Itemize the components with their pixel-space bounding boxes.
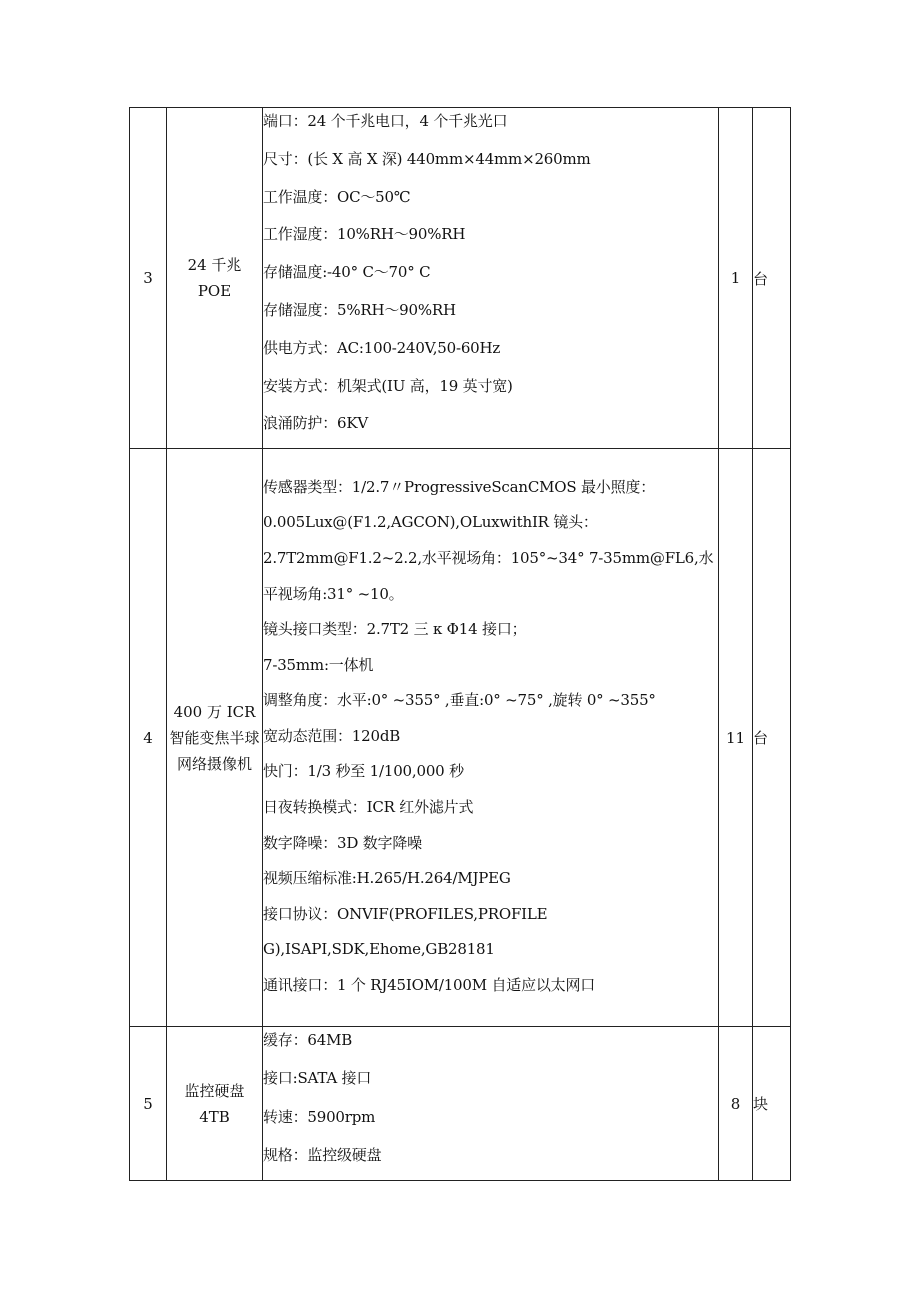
- item-spec: [263, 449, 719, 1027]
- spec-line: 端口：24 个千兆电口，4 个千兆光口: [263, 112, 508, 130]
- spec-line: 安装方式：机架式(IU 高，19 英寸宽): [263, 376, 513, 395]
- spec-line: 平视场角:31° ~10。: [263, 584, 404, 603]
- item-spec: [263, 108, 719, 449]
- spec-line: 工作湿度：10%RH～90%RH: [263, 225, 466, 244]
- item-unit: 台: [753, 449, 791, 1027]
- spec-line: 镜头接口类型：2.7T2 三 κ Φ14 接口；: [263, 620, 527, 639]
- spec-line: G),ISAPI,SDK,Ehome,GB28181: [263, 940, 495, 959]
- item-name-line: POE: [197, 282, 232, 301]
- item-name: [167, 108, 263, 449]
- item-number: 5: [130, 1027, 167, 1181]
- item-unit: 台: [753, 108, 791, 449]
- item-name-line: 4TB: [199, 1107, 230, 1126]
- item-name: [167, 449, 263, 1027]
- spec-line: 浪涌防护：6KV: [263, 414, 368, 433]
- spec-line: 存储湿度：5%RH～90%RH: [263, 300, 456, 319]
- spec-line: 通讯接口：1 个 RJ45IOM/100M 自适应以太网口: [263, 976, 596, 995]
- table-row: [130, 449, 791, 1027]
- spec-line: 接口协议：ONVIF(PROFILES,PROFILE: [263, 904, 548, 923]
- spec-line: 数字降噪：3D 数字降噪: [263, 833, 422, 852]
- spec-line: 工作温度：OC～50℃: [263, 187, 411, 206]
- spec-line: 尺寸：(长 X 高 X 深) 440mm×44mm×260mm: [263, 149, 591, 168]
- spec-line: 转速：5900rpm: [263, 1107, 376, 1126]
- item-quantity: 1: [719, 108, 753, 449]
- item-name-line: 400 万 ICR: [173, 702, 256, 721]
- spec-line: 2.7T2mm@F1.2~2.2,水平视场角：105°~34° 7-35mm@FL6,水: [263, 548, 714, 567]
- item-number: 4: [130, 449, 167, 1027]
- item-name-line: 监控硬盘: [184, 1081, 245, 1100]
- item-name-line: 网络摄像机: [176, 754, 252, 773]
- equipment-spec-table: [129, 107, 791, 1181]
- item-quantity: 8: [719, 1027, 753, 1181]
- spec-line: 日夜转换模式：ICR 红外滤片式: [263, 798, 474, 817]
- table-row: [130, 1027, 791, 1181]
- item-name-line: 24 千兆: [187, 256, 242, 275]
- item-unit: 块: [753, 1027, 791, 1181]
- item-number: 3: [130, 108, 167, 449]
- spec-line: 供电方式：AC:100-240V,50-60Hz: [263, 338, 501, 357]
- spec-line: 7-35mm:一体机: [263, 655, 374, 674]
- table-row: [130, 108, 791, 449]
- spec-line: 传感器类型：1/2.7〃ProgressiveScanCMOS 最小照度：: [263, 477, 655, 496]
- spec-line: 缓存：64MB: [263, 1031, 353, 1050]
- item-name-line: 智能变焦半球: [169, 728, 260, 747]
- item-name: [167, 1027, 263, 1181]
- spec-line: 接口:SATA 接口: [263, 1069, 372, 1088]
- spec-line: 视频压缩标准:H.265/H.264/MJPEG: [263, 869, 511, 888]
- item-quantity: 11: [719, 449, 753, 1027]
- spec-line: 0.005Lux@(F1.2,AGCON),OLuxwithIR 镜头：: [263, 513, 598, 532]
- spec-line: 宽动态范围：120dB: [263, 726, 401, 745]
- spec-line: 规格：监控级硬盘: [263, 1146, 382, 1165]
- spec-line: 存储温度:-40° C～70° C: [263, 263, 431, 282]
- spec-line: 快门：1/3 秒至 1/100,000 秒: [263, 762, 464, 781]
- spec-line: 调整角度：水平:0° ~355° ,垂直:0° ~75° ,旋转 0° ~355°: [263, 691, 656, 710]
- item-spec: [263, 1027, 719, 1181]
